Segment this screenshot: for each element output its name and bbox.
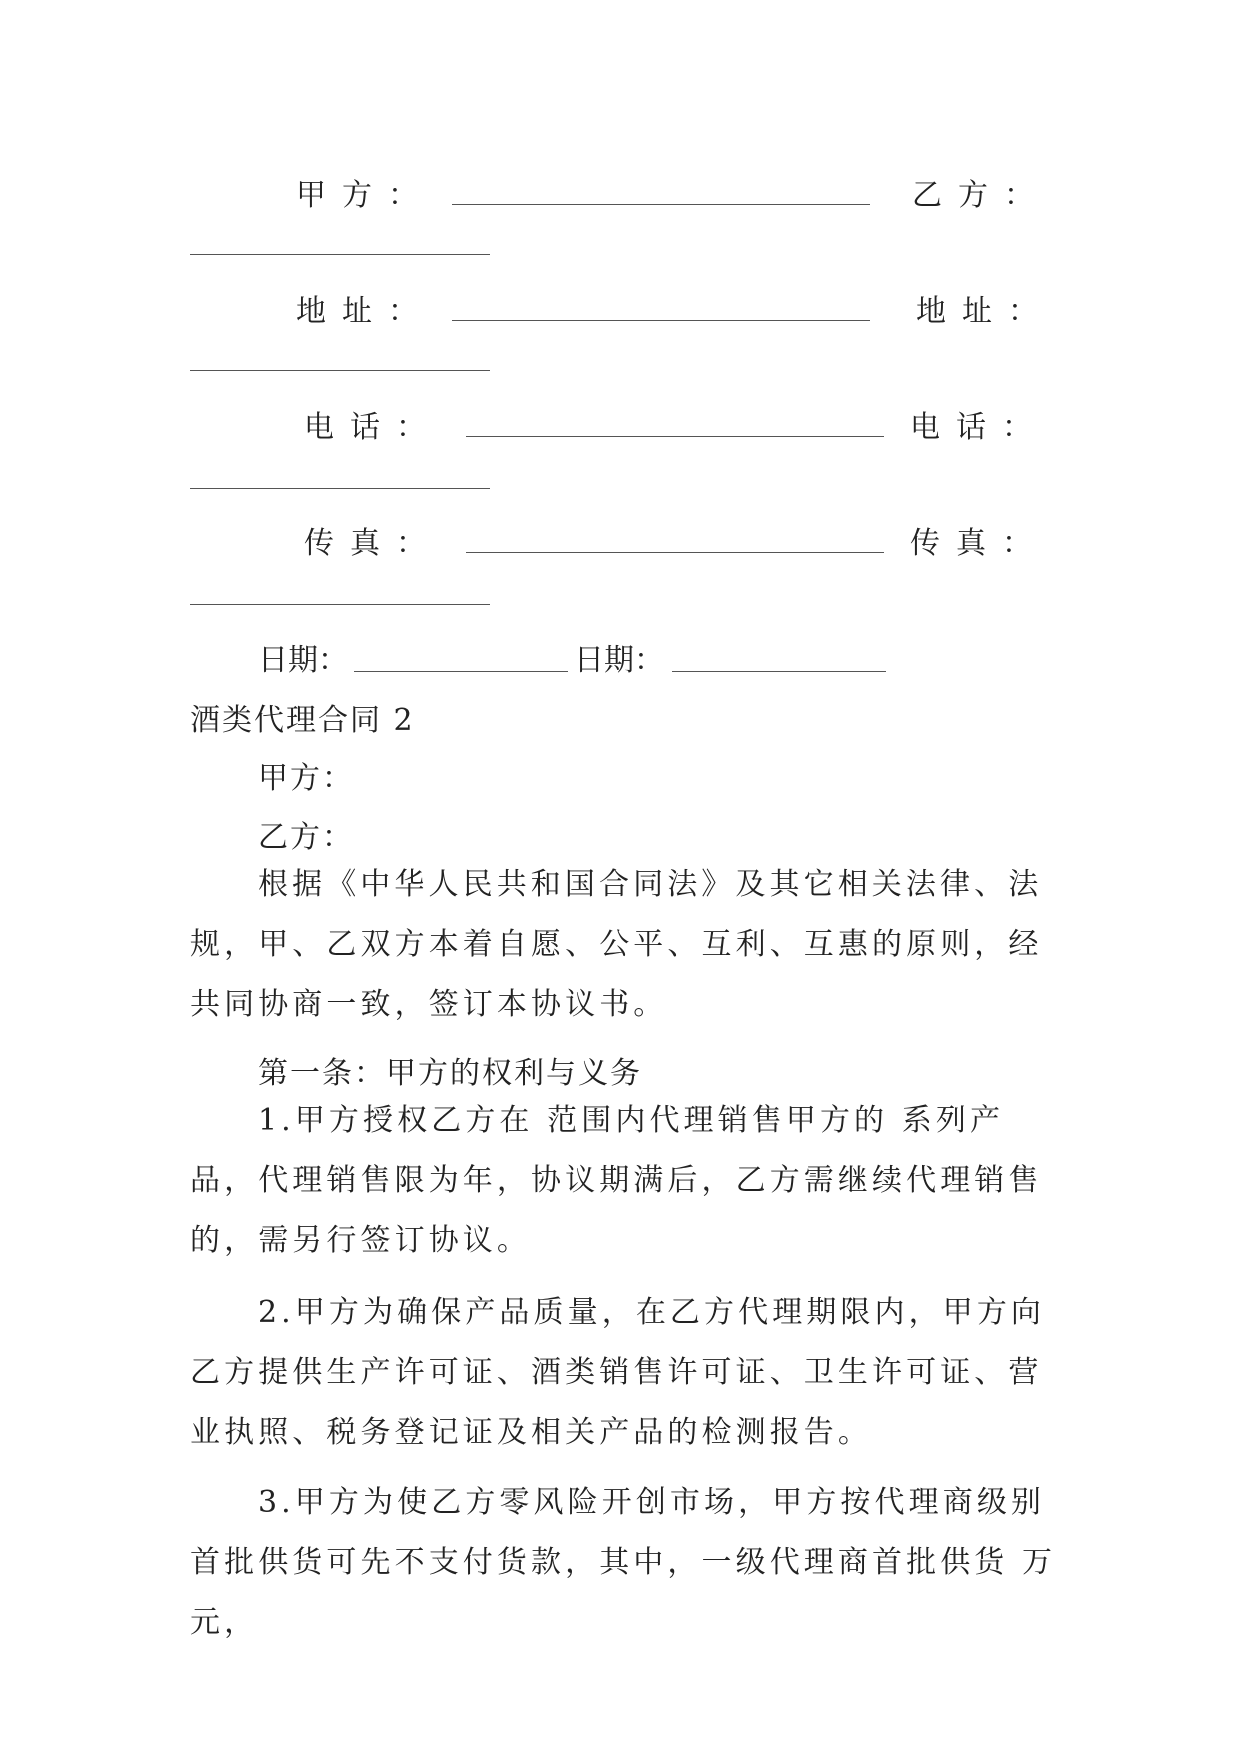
phone-a-label: 电话： — [304, 410, 442, 445]
party-b-line: 乙方： — [258, 820, 354, 855]
party-a-line: 甲方： — [258, 761, 354, 796]
date-a-blank[interactable] — [354, 671, 568, 672]
date-b-blank[interactable] — [672, 671, 886, 672]
address-a-label: 地址： — [296, 294, 434, 329]
date-row — [258, 635, 958, 678]
clause-1 — [190, 1091, 1070, 1271]
signature-row-party — [190, 170, 1060, 213]
phone-a-blank[interactable] — [466, 436, 884, 437]
contract-title: 酒类代理合同 2 — [190, 703, 415, 738]
party-a-label: 甲方： — [296, 178, 434, 213]
fax-b-label: 传真： — [910, 526, 1048, 561]
intro-paragraph — [190, 855, 1070, 1035]
clause-1-text: 1.甲方授权乙方在 范围内代理销售甲方的 系列产品，代理销售限为年，协议期满后，乙方需继续代理销售的，需另行签订协议。 — [190, 1103, 1043, 1258]
article-1-heading: 第一条：甲方的权利与义务 — [258, 1056, 642, 1091]
date-b-label: 日期： — [574, 643, 664, 678]
party-b-blank[interactable] — [190, 254, 490, 255]
signature-row-phone — [190, 402, 1060, 445]
clause-2 — [190, 1283, 1070, 1463]
party-a-blank[interactable] — [452, 204, 870, 205]
address-b-label: 地址： — [916, 294, 1054, 329]
clause-3 — [190, 1473, 1070, 1653]
phone-b-label: 电话： — [910, 410, 1048, 445]
party-b-label: 乙方： — [912, 178, 1050, 213]
signature-row-fax — [190, 518, 1060, 561]
clause-3-text: 3.甲方为使乙方零风险开创市场，甲方按代理商级别首批供货可先不支付货款，其中，一级代理商首批供货 万元， — [190, 1485, 1057, 1640]
fax-b-blank[interactable] — [190, 604, 490, 605]
signature-row-address — [190, 286, 1060, 329]
fax-a-blank[interactable] — [466, 552, 884, 553]
intro-text: 根据《中华人民共和国合同法》及其它相关法律、法规，甲、乙双方本着自愿、公平、互利、互惠的原则，经共同协商一致，签订本协议书。 — [190, 867, 1043, 1022]
fax-a-label: 传真： — [304, 526, 442, 561]
address-b-blank[interactable] — [190, 370, 490, 371]
address-a-blank[interactable] — [452, 320, 870, 321]
date-a-label: 日期： — [258, 643, 348, 678]
phone-b-blank[interactable] — [190, 488, 490, 489]
clause-2-text: 2.甲方为确保产品质量，在乙方代理期限内，甲方向乙方提供生产许可证、酒类销售许可证、卫生许可证、营业执照、税务登记证及相关产品的检测报告。 — [190, 1295, 1046, 1450]
